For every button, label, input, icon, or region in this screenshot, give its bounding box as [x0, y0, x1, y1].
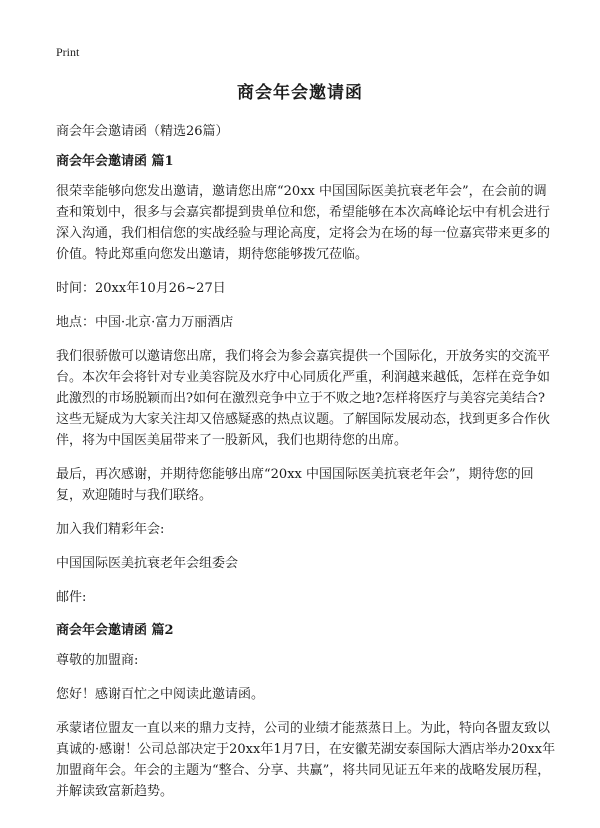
closing-paragraph: 最后，再次感谢，并期待您能够出席“20xx 中国国际医美抗衰老年会”，期待您的回复，欢迎随时与我们联络。	[56, 467, 534, 503]
print-link[interactable]: Print	[56, 45, 80, 59]
page-title: 商会年会邀请函	[237, 83, 363, 103]
document-subtitle: 商会年会邀请函（精选26篇）	[56, 124, 229, 139]
greeting-line: 您好！感谢百忙之中阅读此邀请函。	[56, 687, 265, 702]
email-line: 邮件:	[56, 590, 87, 605]
event-location: 地点：中国·北京·富力万丽酒店	[56, 315, 234, 330]
document-body	[56, 121, 556, 815]
event-time: 时间：20xx年10月26~27日	[56, 281, 226, 296]
section-heading-2: 商会年会邀请函 篇2	[56, 623, 174, 638]
event-description-paragraph: 我们很骄傲可以邀请您出席，我们将会为参会嘉宾提供一个国际化，开放务实的交流平台。本次年会将针对专业美容院及水疗中心同质化严重，利润越来越低，怎样在竞争如此激烈的市场脱颖而出?如何在激烈竞争中立于不败之地?怎样将医疗与美容完美结合?这些无疑成为大家关注却又倍感疑惑的热点议题。了解国际发展动态，找到更多合作伙伴，将为中国医美届带来了一股新风，我们也期待您的出席。	[56, 349, 551, 448]
join-line: 加入我们精彩年会:	[56, 522, 165, 537]
invitation-intro-paragraph: 很荣幸能够向您发出邀请，邀请您出席“20xx 中国国际医美抗衰老年会”，在会前的调查和策划中，很多与会嘉宾都提到贵单位和您，希望能够在本次高峰论坛中有机会进行深入沟通，我们相信您的实战经验与理论高度，定将会为在场的每一位嘉宾带来更多的价值。特此郑重向您发出邀请，期待您能够拨冗莅临。	[56, 184, 551, 262]
announcement-paragraph: 承蒙诸位盟友一直以来的鼎力支持，公司的业绩才能蒸蒸日上。为此，特向各盟友致以真诚的·感谢！公司总部决定于20xx年1月7日，在安徽芜湖安泰国际大酒店举办20xx年加盟商年会。年会的主题为“整合、分享、共赢”，将共同见证五年来的战略发展历程，并解读致富新趋势。	[56, 721, 556, 799]
salutation-line: 尊敬的加盟商:	[56, 653, 139, 668]
organizer-line: 中国国际医美抗衰老年会组委会	[56, 556, 239, 571]
section-heading-1: 商会年会邀请函 篇1	[56, 154, 174, 169]
